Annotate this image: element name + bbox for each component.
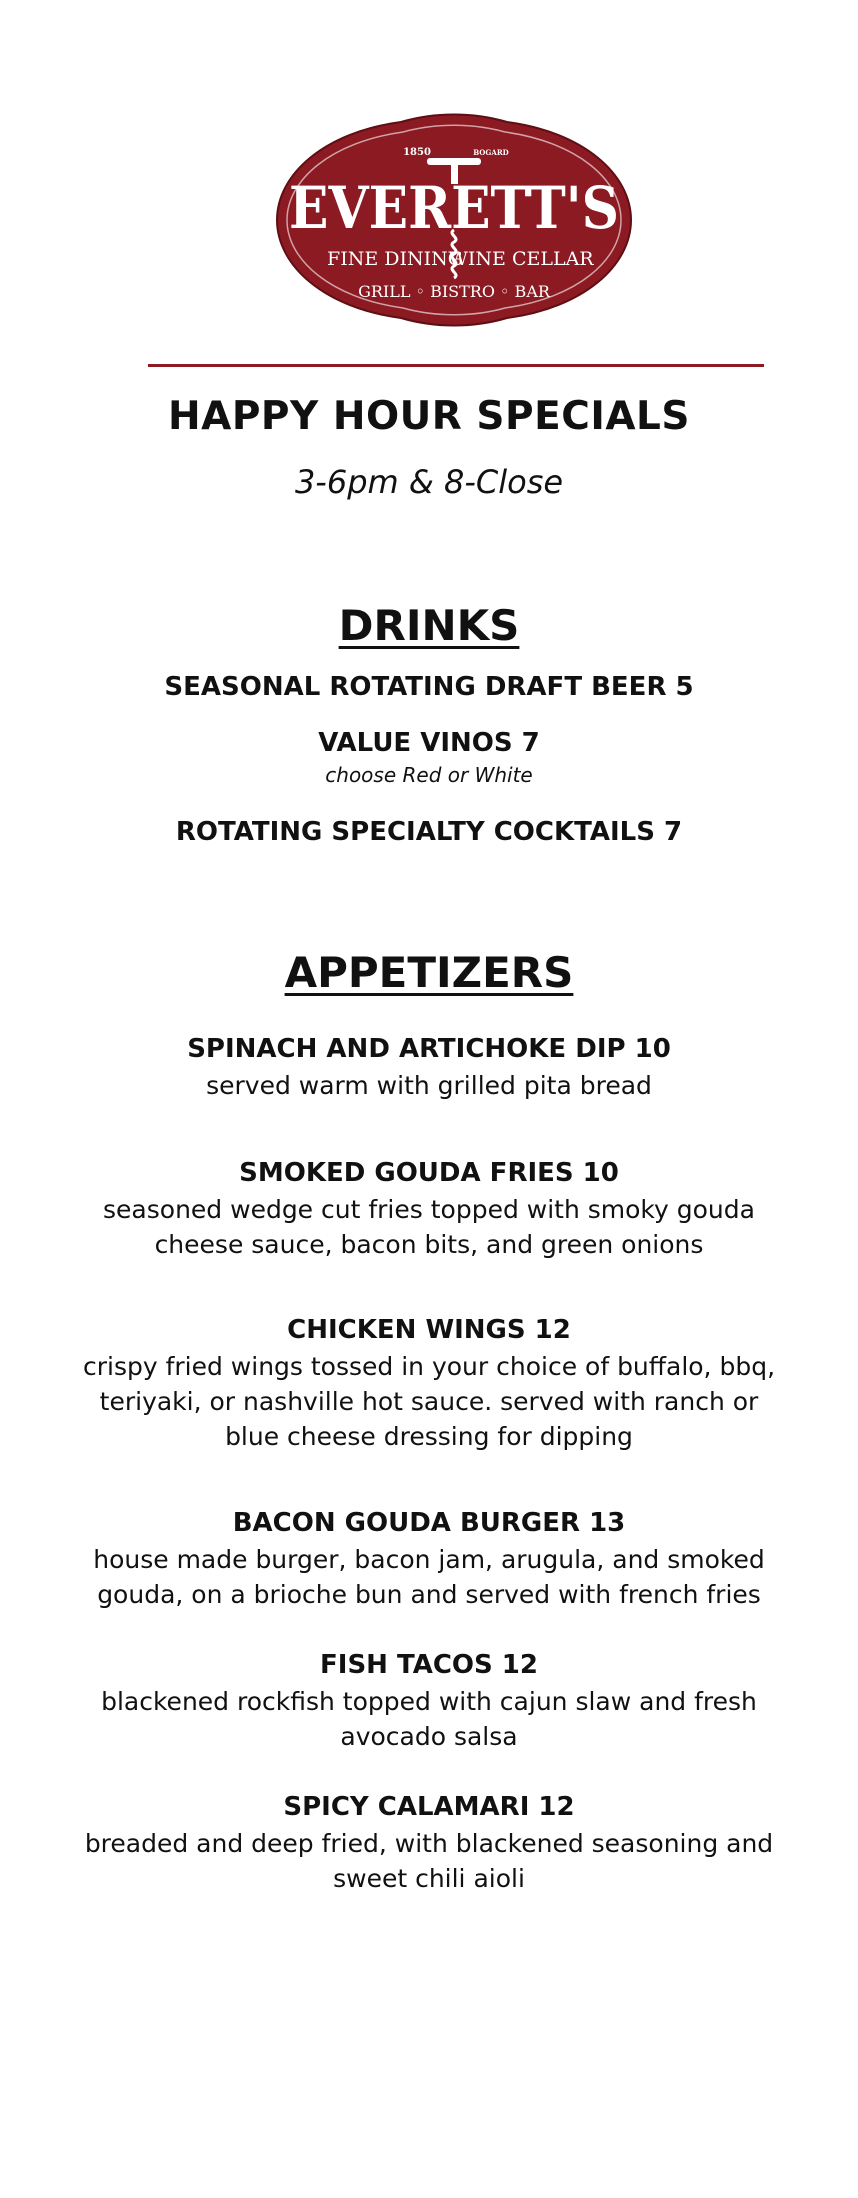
appetizer-spinach-dip-desc: served warm with grilled pita bread (206, 1071, 652, 1100)
drinks-heading: DRINKS (338, 601, 520, 650)
logo-name: EVERETT'S (289, 174, 619, 242)
appetizer-chicken-wings-name: CHICKEN WINGS 12 (287, 1315, 571, 1345)
appetizer-burger-name: BACON GOUDA BURGER 13 (232, 1508, 626, 1538)
logo-fine-dining: FINE DINING (327, 248, 463, 270)
appetizer-chicken-wings-desc-2: teriyaki, or nashville hot sauce. served with ranch or (99, 1387, 759, 1416)
appetizer-chicken-wings-desc-1: crispy fried wings tossed in your choice of buffalo, bbq, (82, 1352, 776, 1381)
appetizer-fish-tacos-desc-2: avocado salsa (340, 1722, 518, 1751)
appetizer-gouda-fries-desc-2: cheese sauce, bacon bits, and green onions (154, 1230, 704, 1259)
drink-value-vinos: VALUE VINOS 7 (318, 728, 540, 758)
appetizer-gouda-fries-desc-1: seasoned wedge cut fries topped with smoky gouda (103, 1195, 755, 1224)
logo-wine-cellar: WINE CELLAR (448, 248, 594, 270)
appetizer-calamari-desc-2: sweet chili aioli (333, 1864, 525, 1893)
appetizer-calamari-desc-1: breaded and deep fried, with blackened seasoning and (84, 1829, 774, 1858)
header-divider (148, 364, 764, 367)
logo-grill-bistro-bar: GRILL ◦ BISTRO ◦ BAR (358, 282, 550, 301)
happy-hour-times: 3-6pm & 8-Close (294, 463, 564, 501)
drink-specialty-cocktails: ROTATING SPECIALTY COCKTAILS 7 (175, 817, 683, 847)
appetizer-burger-desc-2: gouda, on a brioche bun and served with french fries (97, 1580, 761, 1609)
appetizer-chicken-wings-desc-3: blue cheese dressing for dipping (225, 1422, 633, 1451)
logo-street: BOGARD (473, 148, 509, 157)
logo-year: 1850 (403, 147, 431, 158)
everetts-logo (267, 110, 641, 331)
drink-value-vinos-note: choose Red or White (325, 763, 533, 787)
appetizer-fish-tacos-desc-1: blackened rockfish topped with cajun slaw and fresh (101, 1687, 757, 1716)
appetizer-fish-tacos-name: FISH TACOS 12 (320, 1650, 538, 1680)
appetizer-calamari-name: SPICY CALAMARI 12 (283, 1792, 575, 1822)
page-title: HAPPY HOUR SPECIALS (168, 394, 690, 439)
appetizer-gouda-fries-name: SMOKED GOUDA FRIES 10 (239, 1158, 619, 1188)
drink-draft-beer: SEASONAL ROTATING DRAFT BEER 5 (164, 672, 694, 702)
appetizers-heading: APPETIZERS (284, 948, 574, 997)
appetizer-burger-desc-1: house made burger, bacon jam, arugula, and smoked (93, 1545, 765, 1574)
appetizer-spinach-dip-name: SPINACH AND ARTICHOKE DIP 10 (187, 1034, 671, 1064)
